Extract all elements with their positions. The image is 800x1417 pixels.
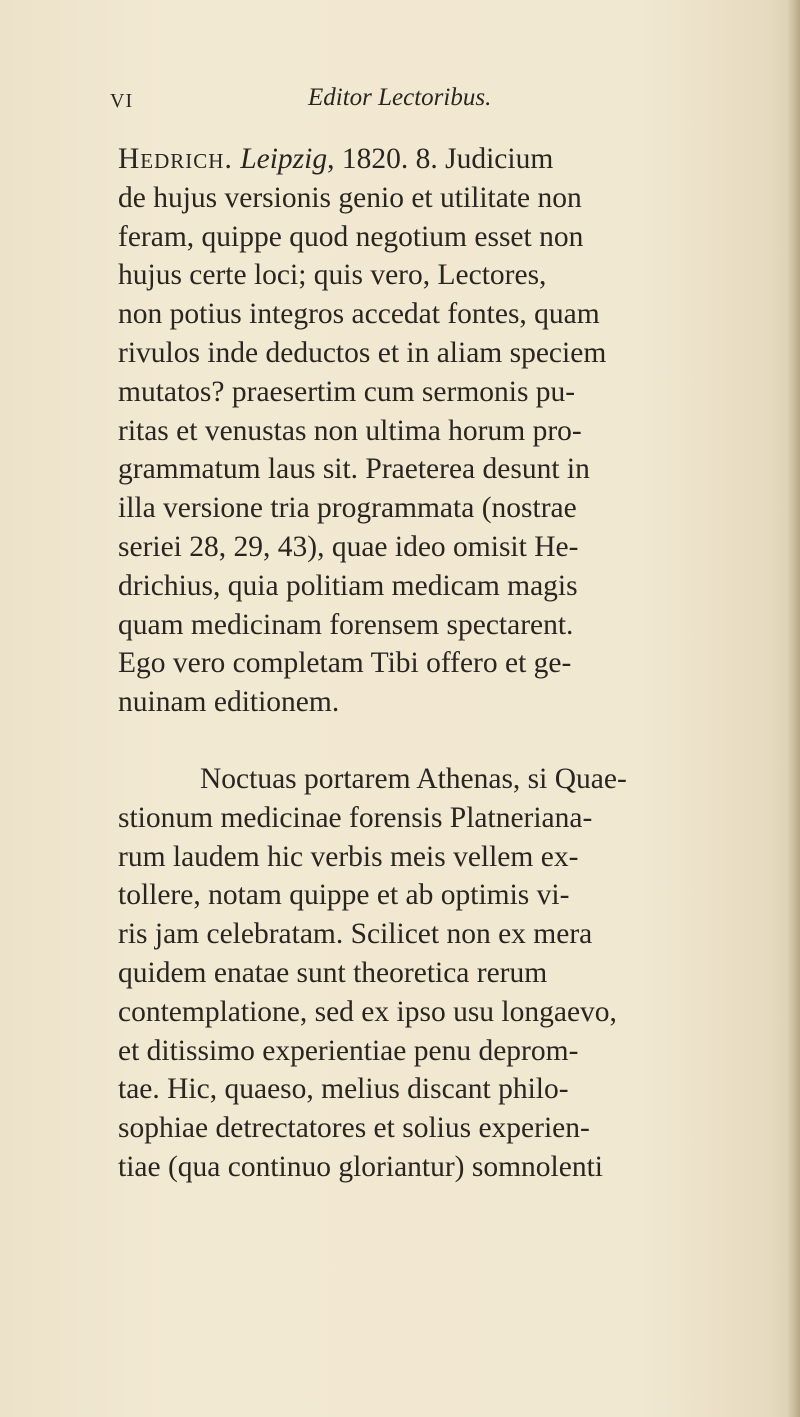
text-line: de hujus versionis genio et utilitate non — [118, 181, 582, 214]
text-line: seriei 28, 29, 43), quae ideo omisit He- — [118, 530, 579, 563]
text-line: ris jam celebratam. Scilicet non ex mera — [118, 918, 593, 951]
page-number: VI — [110, 90, 134, 112]
body-text — [118, 140, 778, 1187]
text-line: illa versione tria programmata (nostrae — [118, 492, 577, 525]
text-line: feram, quippe quod negotium esset non — [118, 220, 584, 253]
paragraph-2 — [118, 760, 778, 1187]
text-line: Ego vero completam Tibi offero et ge- — [118, 647, 572, 680]
text-line: Noctuas portarem Athenas, si Quae- — [200, 762, 627, 795]
text-line: non potius integros accedat fontes, quam — [118, 298, 600, 331]
running-title: Editor Lectoribus. — [308, 84, 492, 111]
text-line: quidem enatae sunt theoretica rerum — [118, 956, 548, 989]
text-line: quam medicinam forensem spectarent. — [118, 608, 574, 641]
text-line: tollere, notam quippe et ab optimis vi- — [118, 879, 570, 912]
text-line: sophiae detrectatores et solius experien- — [118, 1112, 590, 1145]
text-line: hujus certe loci; quis vero, Lectores, — [118, 259, 547, 292]
text-line: rum laudem hic verbis meis vellem ex- — [118, 840, 579, 873]
text-line: contemplatione, sed ex ipso usu longaevo, — [118, 995, 617, 1028]
text-line: tiae (qua continuo gloriantur) somnolenti — [118, 1150, 603, 1183]
text-line: rivulos inde deductos et in aliam speciem — [118, 336, 607, 369]
text-line: Hedrich. Leipzig, 1820. 8. Judicium — [118, 143, 554, 175]
text-line: grammatum laus sit. Praeterea desunt in — [118, 453, 590, 486]
author-name: Hedrich. — [118, 143, 233, 175]
text-line: nuinam editionem. — [118, 686, 340, 719]
running-head — [100, 82, 740, 122]
text-line: drichius, quia politiam medicam magis — [118, 569, 578, 602]
paragraph-1 — [118, 140, 778, 722]
text-line: mutatos? praesertim cum sermonis pu- — [118, 375, 576, 408]
page-binding-edge — [786, 0, 800, 1417]
text-line: tae. Hic, quaeso, melius discant philo- — [118, 1073, 569, 1106]
text-line: ritas et venustas non ultima horum pro- — [118, 414, 582, 447]
text-line: stionum medicinae forensis Platneriana- — [118, 801, 593, 834]
text-line: et ditissimo experientiae penu deprom- — [118, 1034, 579, 1067]
place-name: Leipzig — [240, 143, 328, 175]
paragraph-gap — [118, 722, 778, 760]
